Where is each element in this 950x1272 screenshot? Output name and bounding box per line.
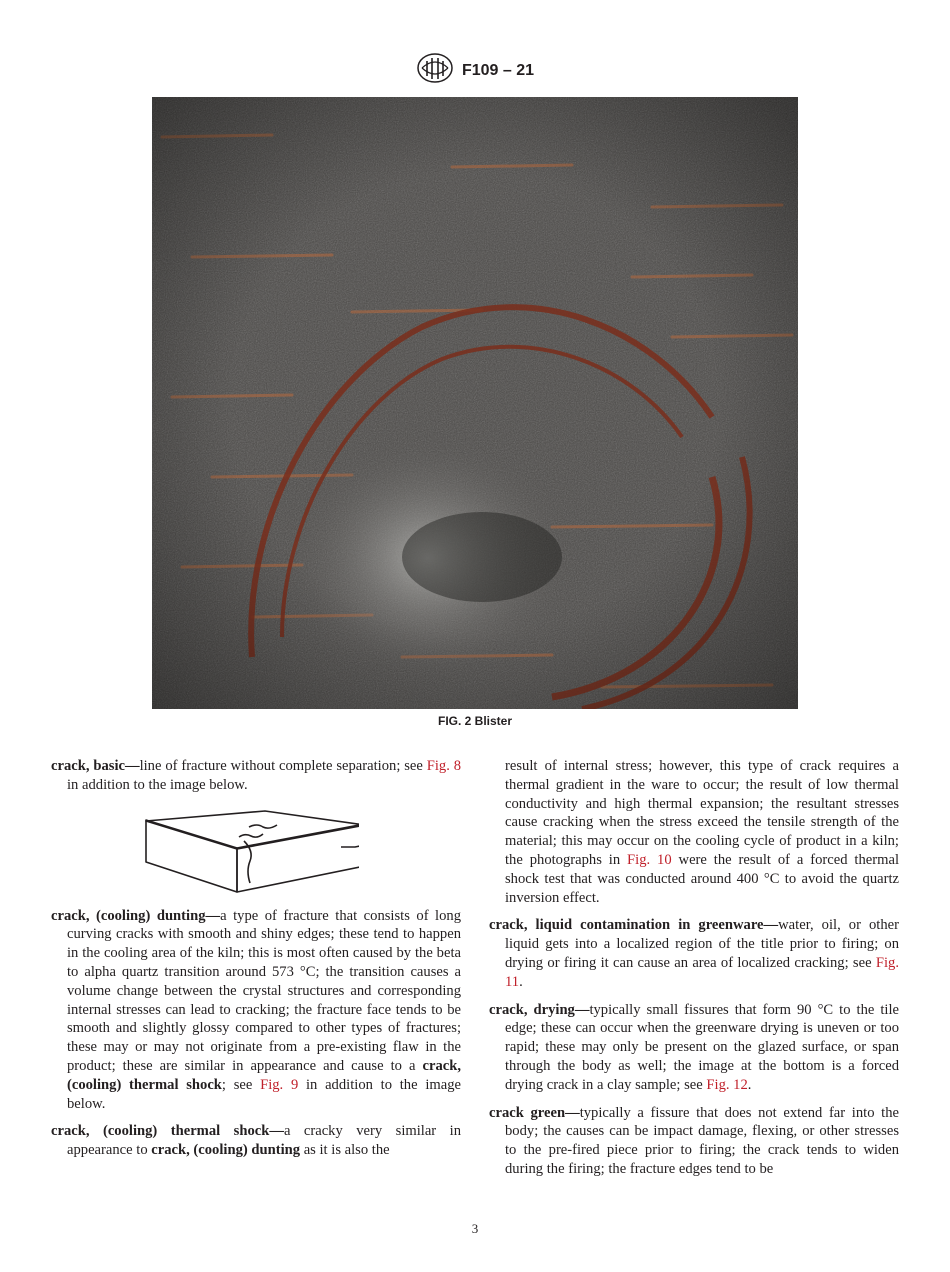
- definition-text: .: [519, 973, 523, 990]
- figure-link[interactable]: Fig. 8: [426, 758, 462, 774]
- definition-text: were the result of a forced thermal shock test that was conducted around 400 °C to avoid the quartz inversion effect.: [505, 851, 899, 906]
- definition-text: result of internal stress; however, this type of crack requires a thermal gradient in the ware to occur; the result of low thermal conductivity and high thermal expansion; the resultant stresses cause cracking when the stress exceed the tensile strength of the material; this may occur on the cooling cycle of product in a kiln; the photographs in: [505, 758, 899, 868]
- definition-text: line of fracture without complete separation; see: [139, 758, 427, 774]
- definition-text: in addition to the image below.: [67, 1076, 461, 1112]
- term: crack, drying—: [489, 1001, 590, 1018]
- cross-reference-term: crack, (cooling) dunting: [151, 1142, 301, 1159]
- definition-text: water, oil, or other liquid gets into a localized region of the title prior to firing; on drying or firing it can cause an area of localized cracking; see: [505, 917, 899, 971]
- crack-block-sketch: [129, 809, 359, 893]
- figure-link[interactable]: Fig. 12: [706, 1076, 748, 1093]
- astm-logo-icon: [416, 52, 454, 89]
- definition-text: .: [747, 1076, 752, 1093]
- definition-text: typically small fissures that form 90 °C to the tile edge; these can occur when the greenware drying is uneven or too rapid; these may only be present on the glazed surface, or span through the body as well; the image at the bottom is a forced drying crack in a clay sample; see: [505, 1001, 899, 1093]
- definition-text: a cracky very similar in appearance to: [67, 1123, 461, 1159]
- definition-crack-cooling-thermal-shock: [51, 1122, 461, 1160]
- definition-continuation: [489, 757, 899, 907]
- definition-text: a type of fracture that consists of long curving cracks with smooth and shiny edges; these tend to happen in the cooling area of the kiln; this is most often caused by the beta to alpha quartz transition around 573 °C; the transition causes a volume change between the crystal structures and corresponding internal stresses can lead to cracking; the fracture face tends to be smooth and slightly glossy compared to other types of fractures; these may or may not originate from a pre-existing flaw in the product; these are similar in appearance and cause to a: [67, 907, 462, 1074]
- page-number: 3: [471, 1221, 479, 1236]
- term: crack, (cooling) thermal shock—: [51, 1123, 284, 1140]
- document-id: F109 – 21: [461, 61, 535, 79]
- definition-crack-drying: [489, 1001, 899, 1095]
- definition-crack-cooling-dunting: [51, 907, 461, 1114]
- definition-crack-green: [489, 1104, 899, 1179]
- figure-link[interactable]: Fig. 9: [260, 1076, 299, 1093]
- blister-photo: [152, 97, 798, 709]
- term: crack, (cooling) dunting—: [51, 907, 221, 924]
- definition-crack-basic: [51, 757, 461, 795]
- cross-reference-term: crack, (cooling) thermal shock: [67, 1057, 461, 1093]
- definition-crack-liquid-contamination: [489, 916, 899, 991]
- term: crack, liquid contamination in greenware—: [489, 917, 779, 934]
- definition-text: typically a fissure that does not extend far into the body; the causes can be impact damage, flexing, or other stresses to the pre-fired piece prior to firing; the crack tends to widen during the firing; the fracture edges tend to be: [505, 1104, 899, 1177]
- figure-link[interactable]: Fig. 11: [505, 954, 899, 990]
- right-column: [489, 757, 899, 1188]
- definition-text: ; see: [221, 1076, 261, 1093]
- figure-caption: FIG. 2 Blister: [437, 714, 513, 728]
- figure-link[interactable]: Fig. 10: [627, 851, 672, 868]
- term: crack, basic—: [51, 758, 140, 774]
- definition-text: as it is also the: [300, 1142, 390, 1159]
- page-header: [0, 52, 950, 89]
- term: crack green—: [489, 1104, 580, 1121]
- left-column: [51, 757, 461, 1169]
- definition-text: in addition to the image below.: [67, 776, 248, 793]
